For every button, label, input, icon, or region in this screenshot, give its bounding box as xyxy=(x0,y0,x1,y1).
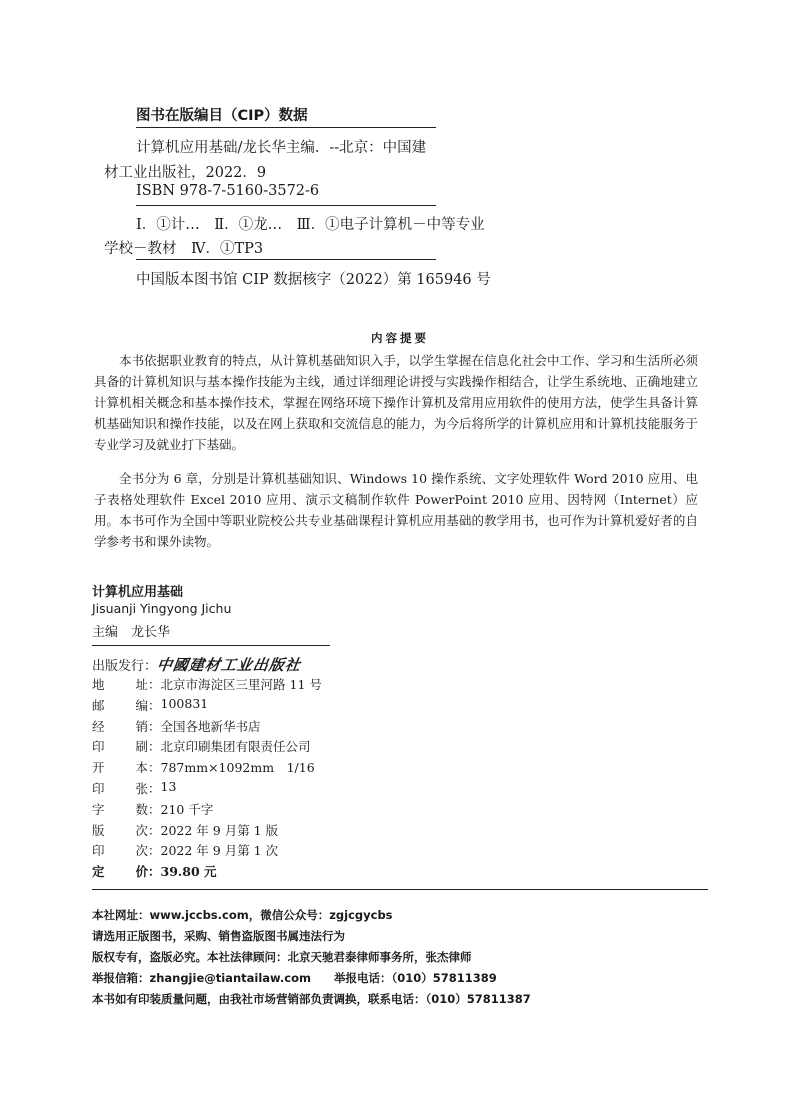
field-key xyxy=(92,862,148,880)
field-colon: ： xyxy=(148,697,161,713)
field-colon: ： xyxy=(148,843,161,859)
field-key-char1: 印 xyxy=(92,781,105,796)
cip-record: 中国版本图书馆 CIP 数据核字（2022）第 165946 号 xyxy=(136,272,491,288)
cip-cls2: 学校－教材 Ⅳ．①TP3 xyxy=(104,241,264,257)
field-colon: ： xyxy=(148,801,161,817)
field-key-char2: 址 xyxy=(135,677,148,692)
cip-bottom-rule xyxy=(136,259,436,260)
field-key-char2: 价 xyxy=(135,864,148,880)
abstract-title: 内容提要 xyxy=(371,331,429,345)
field-key-char2: 张 xyxy=(135,781,148,796)
field-value: 全国各地新华书店 xyxy=(160,718,261,734)
field-key-char2: 次 xyxy=(135,843,148,859)
book-field-row xyxy=(92,821,278,839)
field-key xyxy=(92,800,148,818)
book-field-row xyxy=(92,779,176,797)
abstract-paragraph-2: 全书分为 6 章，分别是计算机基础知识、Windows 10 操作系统、文字处理软件 Word 2010 应用、电子表格处理软件 Excel 2010 应用、演示文稿制作软件 PowerPoint 2010 应用、因特网（Internet）应用。 xyxy=(94,471,698,528)
field-key-char1: 印 xyxy=(92,739,105,755)
field-key-char2: 数 xyxy=(135,801,148,817)
footer-legal-b: 本社法律顾问：北京天驰君泰律师事务所，张杰律师 xyxy=(207,950,472,964)
book-editor xyxy=(92,621,170,640)
field-colon: ： xyxy=(148,760,161,776)
field-key xyxy=(92,717,148,735)
field-key xyxy=(92,696,148,714)
book-field-row xyxy=(92,841,278,859)
abstract-paragraph-3: 本书可作为全国中等职业院校公共专业基础课程计算机应用基础的教学用书，也可作为计算机爱好者的自学参考书和课外读物。 xyxy=(94,513,698,549)
field-colon: ： xyxy=(148,718,161,734)
footer-report: 举报信箱：zhangjie@tiantailaw.com 举报电话：（010）57811389 xyxy=(92,971,497,985)
editor-name: 龙长华 xyxy=(131,625,171,640)
cip-isbn: ISBN 978-7-5160-3572-6 xyxy=(136,183,320,199)
book-field-row xyxy=(92,800,213,818)
field-key-char1: 开 xyxy=(92,760,105,776)
field-key-char2: 编 xyxy=(135,697,148,713)
field-key-char1: 经 xyxy=(92,718,105,734)
field-key-char2: 次 xyxy=(135,822,148,838)
field-colon: ： xyxy=(148,739,161,755)
field-key xyxy=(92,779,148,797)
publisher-line xyxy=(92,654,301,675)
footer-rule xyxy=(92,889,708,890)
footer-legal-a: 版权专有，盗版必究。 xyxy=(92,950,207,964)
field-key xyxy=(92,758,148,776)
field-key-char1: 版 xyxy=(92,822,105,838)
footer-website: 本社网址：www.jccbs.com，微信公众号：zgjcgycbs xyxy=(92,908,393,922)
field-key-char1: 邮 xyxy=(92,697,105,713)
book-field-row xyxy=(92,737,311,755)
field-colon: ： xyxy=(148,822,161,838)
field-value: 北京印刷集团有限责任公司 xyxy=(160,739,311,755)
book-field-row xyxy=(92,862,217,880)
book-field-row xyxy=(92,675,322,693)
field-key-char1: 字 xyxy=(92,801,105,817)
publisher-seal: 中國建材工业出版社 xyxy=(155,656,303,674)
field-value: 210 千字 xyxy=(160,801,214,817)
field-value: 787mm×1092mm 1/16 xyxy=(160,760,315,776)
editor-label: 主编 xyxy=(92,625,119,640)
field-key xyxy=(92,737,148,755)
publisher-label: 出版发行： xyxy=(92,659,158,674)
book-field-row xyxy=(92,717,261,735)
field-key xyxy=(92,821,148,839)
book-pinyin: Jisuanji Yingyong Jichu xyxy=(92,601,232,616)
abstract-paragraph-1: 本书依据职业教育的特点，从计算机基础知识入手，以学生掌握在信息化社会中工作、学习和生活所必须具备的计算机知识与基本操作技能为主线，通过详细理论讲授与实践操作相结合，让学生系统地、正确地建立计算机相关概念和基本操作技术，掌握在网络环境下操作计算机及常用应用软件的使用方法，使学生具备计算机基础知识和操作技能，以及在网上获取和交流信息的能力，为今后将所学的计算机应用和计算机技能服务于专业学习及就业打下基础。 xyxy=(94,353,698,452)
cip-line1: 计算机应用基础/龙长华主编．--北京：中国建 xyxy=(136,140,427,156)
book-title: 计算机应用基础 xyxy=(92,585,184,600)
field-value: 2022 年 9 月第 1 版 xyxy=(160,822,279,838)
field-colon: ： xyxy=(148,781,161,796)
field-value: 13 xyxy=(160,779,177,794)
footer-copyright-warning: 请选用正版图书，采购、销售盗版图书属违法行为 xyxy=(92,929,345,943)
cip-heading: 图书在版编目（CIP）数据 xyxy=(136,108,308,124)
book-field-row xyxy=(92,696,208,714)
footer-quality: 本书如有印装质量问题，由我社市场营销部负责调换，联系电话：（010）57811387 xyxy=(92,992,531,1006)
field-colon: ： xyxy=(148,677,161,692)
field-key-char1: 地 xyxy=(92,677,105,692)
field-key xyxy=(92,841,148,859)
field-value: 100831 xyxy=(160,695,209,711)
field-key-char2: 本 xyxy=(135,760,148,776)
field-value: 39.80 元 xyxy=(160,864,217,880)
field-key xyxy=(92,675,148,693)
field-colon: ： xyxy=(148,864,161,880)
field-key-char1: 定 xyxy=(92,864,105,880)
field-key-char2: 销 xyxy=(135,718,148,734)
footer-legal xyxy=(92,949,472,965)
cip-line2: 材工业出版社，2022．9 xyxy=(104,165,267,181)
book-field-row xyxy=(92,758,315,776)
cip-mid-rule xyxy=(136,205,436,206)
field-value: 北京市海淀区三里河路 11 号 xyxy=(160,677,322,692)
field-key-char2: 刷 xyxy=(135,739,148,755)
field-value: 2022 年 9 月第 1 次 xyxy=(160,843,279,859)
book-info-rule xyxy=(92,645,330,646)
cip-cls1: Ⅰ．①计… Ⅱ．①龙… Ⅲ．①电子计算机－中等专业 xyxy=(136,217,485,233)
cip-top-rule xyxy=(136,127,436,128)
field-key-char1: 印 xyxy=(92,843,105,859)
